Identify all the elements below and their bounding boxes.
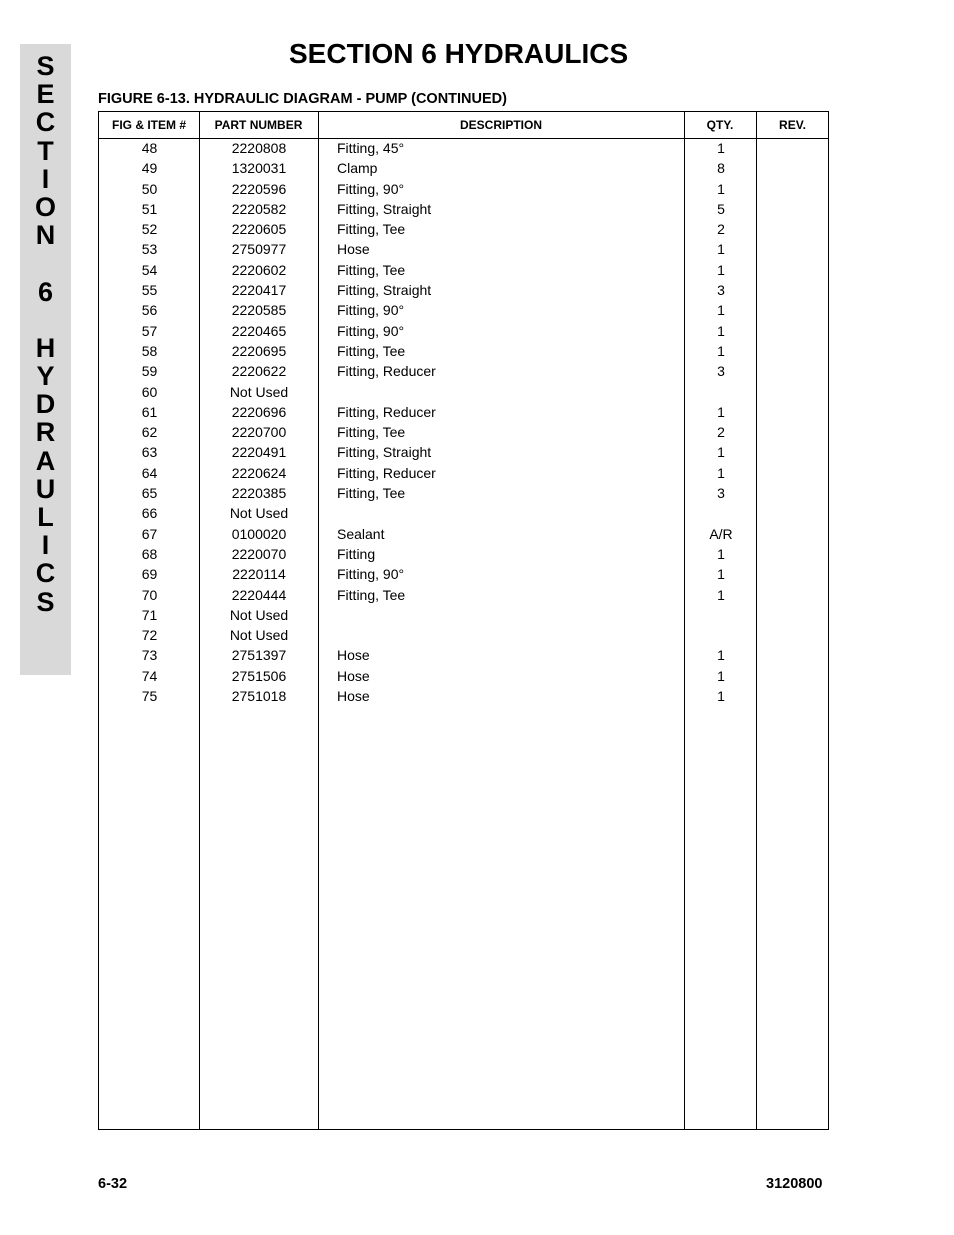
table-row xyxy=(99,219,828,239)
table-row xyxy=(99,361,828,381)
side-tab-letter: C xyxy=(35,558,56,589)
side-tab-letter: I xyxy=(41,163,50,194)
cell-qty xyxy=(685,625,757,645)
cell-description: Fitting, 90° xyxy=(337,302,405,319)
cell-fig-item: 69 xyxy=(141,566,158,583)
table-row xyxy=(99,321,828,341)
document-number: 3120800 xyxy=(766,1176,823,1192)
cell-description: Hose xyxy=(337,241,370,258)
header-rev: REV. xyxy=(779,118,806,132)
side-tab-letter: A xyxy=(35,445,56,476)
cell-rev xyxy=(757,442,830,462)
cell-part-number: Not Used xyxy=(229,505,289,522)
cell-fig-item: 59 xyxy=(141,363,158,380)
cell-description: Fitting, Tee xyxy=(337,221,406,238)
cell-qty: 1 xyxy=(717,403,725,420)
cell-fig-item: 70 xyxy=(141,586,158,603)
cell-description: Fitting, Straight xyxy=(337,282,432,299)
table-row xyxy=(99,625,828,645)
cell-description: Hose xyxy=(337,688,370,705)
cell-description: Clamp xyxy=(337,160,378,177)
table-row xyxy=(99,199,828,219)
side-tab-letter: D xyxy=(35,389,56,420)
cell-qty: 1 xyxy=(717,302,725,319)
side-tab-letter: L xyxy=(37,502,54,532)
table-row xyxy=(99,524,828,544)
cell-part-number: 0100020 xyxy=(231,525,287,542)
cell-description: Fitting, 90° xyxy=(337,566,405,583)
cell-fig-item: 53 xyxy=(141,241,158,258)
cell-part-number: 2220070 xyxy=(231,545,287,562)
cell-qty: 3 xyxy=(717,363,725,380)
cell-part-number: 2220808 xyxy=(231,140,287,156)
cell-part-number: 2751397 xyxy=(231,647,287,664)
cell-part-number: 2220585 xyxy=(231,302,287,319)
cell-rev xyxy=(757,280,830,300)
cell-fig-item: 71 xyxy=(141,606,158,623)
table-row xyxy=(99,605,828,625)
cell-rev xyxy=(757,300,830,320)
table-row xyxy=(99,138,828,158)
cell-qty: 1 xyxy=(717,241,725,258)
side-tab-letter: S xyxy=(36,586,55,617)
cell-qty: 1 xyxy=(717,688,725,705)
cell-description xyxy=(337,503,677,523)
table-body xyxy=(99,138,828,706)
cell-qty xyxy=(685,503,757,523)
cell-rev xyxy=(757,361,830,381)
cell-rev xyxy=(757,463,830,483)
cell-rev xyxy=(757,483,830,503)
table-row xyxy=(99,158,828,178)
cell-fig-item: 75 xyxy=(141,688,158,705)
cell-rev xyxy=(757,260,830,280)
table-row xyxy=(99,544,828,564)
cell-rev xyxy=(757,645,830,665)
cell-qty: 1 xyxy=(717,342,725,359)
cell-fig-item: 64 xyxy=(141,464,158,481)
cell-part-number: 2220695 xyxy=(231,342,287,359)
header-part-number: PART NUMBER xyxy=(214,118,303,132)
table-row xyxy=(99,341,828,361)
side-tab-letter: H xyxy=(35,332,56,363)
cell-part-number: 2220605 xyxy=(231,221,287,238)
table-row xyxy=(99,300,828,320)
cell-fig-item: 72 xyxy=(141,627,158,644)
cell-fig-item: 55 xyxy=(141,282,158,299)
cell-part-number: 2220582 xyxy=(231,200,287,217)
cell-qty: A/R xyxy=(709,525,733,542)
cell-part-number: 2220417 xyxy=(231,282,287,299)
cell-fig-item: 57 xyxy=(141,322,158,339)
cell-qty: 1 xyxy=(717,545,725,562)
cell-description: Hose xyxy=(337,647,370,664)
cell-description: Fitting, Straight xyxy=(337,200,432,217)
cell-qty: 2 xyxy=(717,424,725,441)
side-tab-letter xyxy=(20,249,71,277)
table-row xyxy=(99,179,828,199)
cell-fig-item: 65 xyxy=(141,485,158,502)
cell-rev xyxy=(757,686,830,706)
cell-fig-item: 66 xyxy=(141,505,158,522)
cell-part-number: 2751018 xyxy=(231,688,287,705)
cell-part-number: 1320031 xyxy=(231,160,287,177)
table-row xyxy=(99,645,828,665)
cell-qty: 3 xyxy=(717,485,725,502)
cell-qty: 5 xyxy=(717,200,725,217)
cell-fig-item: 49 xyxy=(141,160,158,177)
cell-description: Fitting, Tee xyxy=(337,261,406,278)
side-tab-letter: O xyxy=(34,191,56,222)
cell-part-number: 2220624 xyxy=(231,464,287,481)
cell-description: Fitting, Reducer xyxy=(337,403,436,420)
table-row xyxy=(99,402,828,422)
cell-description: Fitting, Tee xyxy=(337,485,406,502)
cell-description: Fitting, Tee xyxy=(337,342,406,359)
cell-rev xyxy=(757,179,830,199)
cell-part-number: 2220465 xyxy=(231,322,287,339)
side-tab-letter: 6 xyxy=(37,276,54,307)
table-row xyxy=(99,686,828,706)
cell-description: Fitting, 90° xyxy=(337,180,405,197)
cell-qty: 1 xyxy=(717,464,725,481)
cell-fig-item: 50 xyxy=(141,180,158,197)
cell-fig-item: 51 xyxy=(141,200,158,217)
table-row xyxy=(99,260,828,280)
cell-rev xyxy=(757,158,830,178)
cell-fig-item: 60 xyxy=(141,383,158,400)
side-tab-letter: R xyxy=(35,417,56,448)
cell-rev xyxy=(757,199,830,219)
cell-part-number: 2220114 xyxy=(232,566,286,583)
cell-description: Fitting, Reducer xyxy=(337,363,436,380)
side-tab-letters xyxy=(20,52,71,616)
table-row xyxy=(99,564,828,584)
cell-rev xyxy=(757,524,830,544)
side-tab-letter: Y xyxy=(36,361,55,392)
cell-part-number: Not Used xyxy=(229,383,289,400)
side-tab-letter: N xyxy=(35,220,56,251)
cell-fig-item: 62 xyxy=(141,424,158,441)
cell-fig-item: 74 xyxy=(141,667,158,684)
cell-description: Hose xyxy=(337,667,370,684)
side-tab-letter: S xyxy=(36,51,55,81)
cell-rev xyxy=(757,585,830,605)
cell-qty xyxy=(685,605,757,625)
page-title: SECTION 6 HYDRAULICS xyxy=(289,38,629,69)
table-row xyxy=(99,280,828,300)
section-side-tab xyxy=(20,44,71,675)
side-tab-letter: T xyxy=(37,135,54,166)
cell-part-number: 2751506 xyxy=(231,667,287,684)
cell-part-number: 2220602 xyxy=(231,261,287,278)
cell-fig-item: 52 xyxy=(141,221,158,238)
cell-rev xyxy=(757,605,830,625)
cell-part-number: Not Used xyxy=(229,606,289,623)
cell-rev xyxy=(757,503,830,523)
table-row xyxy=(99,463,828,483)
cell-qty: 8 xyxy=(717,160,725,177)
cell-description: Fitting, Reducer xyxy=(337,464,436,481)
side-tab-letter: I xyxy=(41,530,50,561)
page-number: 6-32 xyxy=(98,1176,128,1192)
header-fig-item: FIG & ITEM # xyxy=(111,118,186,132)
table-row xyxy=(99,666,828,686)
side-tab-letter: U xyxy=(35,473,56,504)
cell-fig-item: 56 xyxy=(141,302,158,319)
cell-description: Fitting, Straight xyxy=(337,444,432,461)
cell-description: Sealant xyxy=(337,525,385,542)
table-row xyxy=(99,585,828,605)
cell-description: Fitting, 90° xyxy=(337,322,405,339)
cell-qty xyxy=(685,382,757,402)
cell-rev xyxy=(757,138,830,158)
table-row xyxy=(99,483,828,503)
side-tab-letter xyxy=(20,306,71,334)
cell-qty: 1 xyxy=(717,140,725,156)
cell-part-number: 2220596 xyxy=(231,180,287,197)
cell-qty: 1 xyxy=(717,566,725,583)
cell-part-number: 2220696 xyxy=(231,403,287,420)
cell-rev xyxy=(757,341,830,361)
table-row xyxy=(99,503,828,523)
cell-part-number: 2750977 xyxy=(231,241,287,258)
cell-fig-item: 73 xyxy=(141,647,158,664)
cell-description: Fitting xyxy=(337,545,376,562)
cell-fig-item: 63 xyxy=(141,444,158,461)
cell-part-number: 2220444 xyxy=(231,586,287,603)
cell-qty: 1 xyxy=(717,444,725,461)
cell-description: Fitting, Tee xyxy=(337,424,406,441)
cell-qty: 1 xyxy=(717,586,725,603)
table-row xyxy=(99,422,828,442)
cell-part-number: 2220622 xyxy=(231,363,287,380)
cell-rev xyxy=(757,402,830,422)
cell-qty: 1 xyxy=(717,180,725,197)
cell-description: Fitting, Tee xyxy=(337,586,406,603)
cell-fig-item: 61 xyxy=(141,403,158,420)
header-description: DESCRIPTION xyxy=(459,118,542,132)
cell-qty: 1 xyxy=(717,261,725,278)
cell-fig-item: 68 xyxy=(141,545,158,562)
cell-rev xyxy=(757,382,830,402)
cell-qty: 2 xyxy=(717,221,725,238)
cell-rev xyxy=(757,544,830,564)
table-row xyxy=(99,239,828,259)
cell-description: Fitting, 45° xyxy=(337,140,405,156)
cell-rev xyxy=(757,219,830,239)
side-tab-letter: C xyxy=(35,107,56,138)
cell-part-number: 2220700 xyxy=(231,424,287,441)
cell-part-number: 2220491 xyxy=(231,444,287,461)
cell-rev xyxy=(757,422,830,442)
cell-rev xyxy=(757,321,830,341)
cell-fig-item: 58 xyxy=(141,342,158,359)
cell-rev xyxy=(757,564,830,584)
table-row xyxy=(99,382,828,402)
cell-description xyxy=(337,605,677,625)
parts-table xyxy=(98,111,829,1130)
cell-rev xyxy=(757,625,830,645)
cell-qty: 1 xyxy=(717,322,725,339)
cell-fig-item: 54 xyxy=(141,261,158,278)
cell-qty: 3 xyxy=(717,282,725,299)
cell-description xyxy=(337,625,677,645)
cell-fig-item: 67 xyxy=(141,525,158,542)
cell-part-number: Not Used xyxy=(229,627,289,644)
header-qty: QTY. xyxy=(706,118,734,132)
cell-description xyxy=(337,382,677,402)
cell-fig-item: 48 xyxy=(141,140,158,156)
table-row xyxy=(99,442,828,462)
side-tab-letter: E xyxy=(36,79,55,110)
cell-rev xyxy=(757,666,830,686)
cell-qty: 1 xyxy=(717,667,725,684)
cell-qty: 1 xyxy=(717,647,725,664)
cell-rev xyxy=(757,239,830,259)
cell-part-number: 2220385 xyxy=(231,485,287,502)
figure-caption: FIGURE 6-13. HYDRAULIC DIAGRAM - PUMP (CONTINUED) xyxy=(98,91,507,107)
